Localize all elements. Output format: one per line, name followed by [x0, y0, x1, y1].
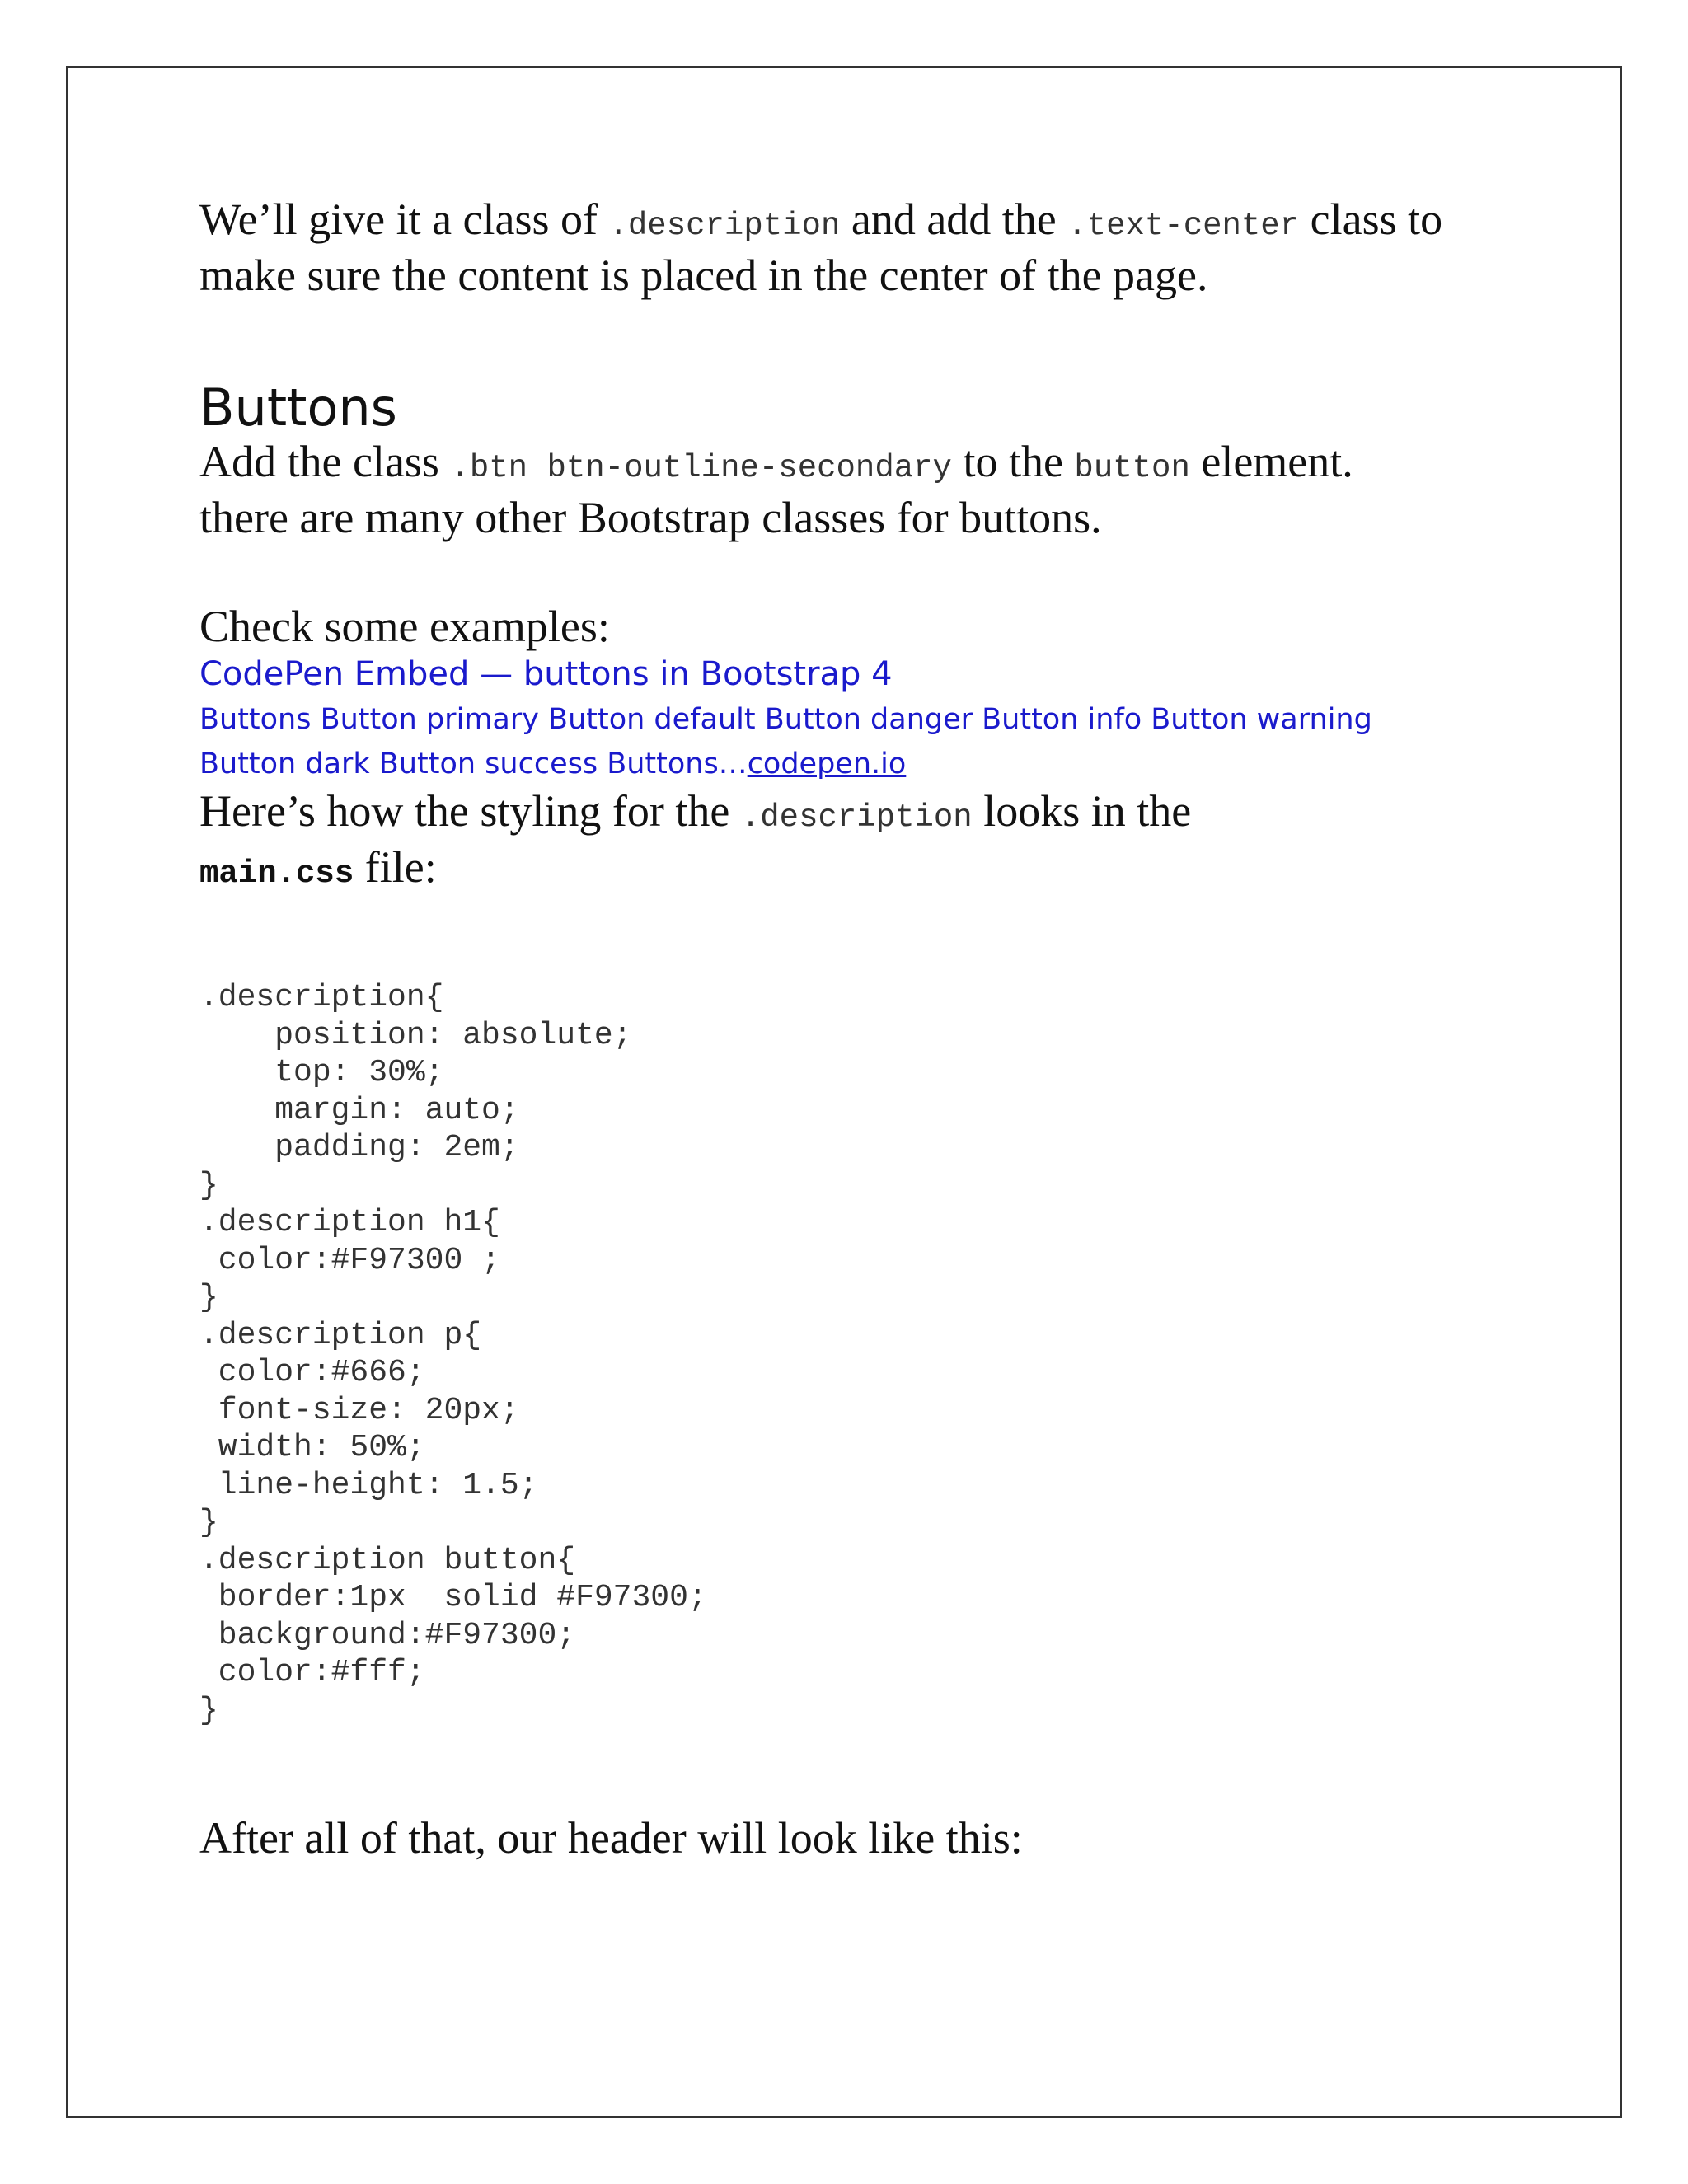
code-line: } — [199, 1280, 218, 1315]
paragraph-text: Here’s how the styling for the — [199, 786, 741, 836]
codepen-embed-card[interactable] — [199, 651, 1485, 786]
paragraph-text: element. there are many other Bootstrap classes for buttons. — [199, 437, 1353, 542]
paragraph-check-examples: Check some examples: — [199, 602, 610, 651]
paragraph-description-class — [199, 194, 1485, 300]
paragraph-text: file: — [354, 842, 437, 892]
code-line: border:1px solid #F97300; — [199, 1580, 707, 1615]
paragraph-text: looks in the — [972, 786, 1192, 836]
inline-code: .description — [740, 799, 973, 836]
code-line: .description{ — [199, 980, 444, 1015]
inline-code: button — [1074, 450, 1190, 486]
code-line: line-height: 1.5; — [199, 1467, 538, 1503]
code-line: .description h1{ — [199, 1205, 500, 1240]
code-line: background:#F97300; — [199, 1617, 576, 1653]
paragraph-after-all: After all of that, our header will look like this: — [199, 1813, 1023, 1863]
code-line: .description p{ — [199, 1317, 482, 1353]
code-line: } — [199, 1692, 218, 1728]
paragraph-text: class to make sure the content is placed in the center of the page. — [199, 194, 1443, 300]
code-line: color:#fff; — [199, 1655, 425, 1690]
code-line: color:#F97300 ; — [199, 1242, 500, 1278]
code-line: margin: auto; — [199, 1092, 519, 1128]
embed-source-link[interactable]: codepen.io — [747, 748, 907, 780]
inline-code: .text-center — [1067, 208, 1300, 244]
paragraph-text: and add the — [840, 194, 1068, 244]
code-line: font-size: 20px; — [199, 1392, 519, 1428]
code-line: padding: 2em; — [199, 1130, 519, 1165]
section-heading-buttons: Buttons — [199, 377, 397, 438]
code-line: width: 50%; — [199, 1430, 425, 1465]
code-line: } — [199, 1505, 218, 1540]
code-line: color:#666; — [199, 1355, 425, 1390]
embed-description — [199, 697, 1419, 786]
code-line: position: absolute; — [199, 1017, 632, 1053]
inline-code-filename: main.css — [199, 855, 354, 892]
paragraph-styling-intro — [199, 786, 1205, 898]
paragraph-btn-class — [199, 437, 1436, 542]
code-line: .description button{ — [199, 1542, 576, 1578]
code-line: } — [199, 1167, 218, 1203]
inline-code: .btn btn-outline-secondary — [450, 450, 952, 486]
document-content — [199, 194, 1551, 1863]
paragraph-text: Add the class — [199, 437, 451, 486]
paragraph-text: We’ll give it a class of — [199, 194, 609, 244]
embed-description-text: Buttons Button primary Button default Button danger Button info Button warning Button dark Button success Buttons… — [199, 703, 1372, 780]
inline-code: .description — [608, 208, 841, 244]
paragraph-text: to the — [951, 437, 1075, 486]
code-line: top: 30%; — [199, 1055, 444, 1090]
css-code-block — [199, 979, 1551, 1729]
embed-title-link[interactable]: CodePen Embed — buttons in Bootstrap 4 — [199, 655, 893, 693]
